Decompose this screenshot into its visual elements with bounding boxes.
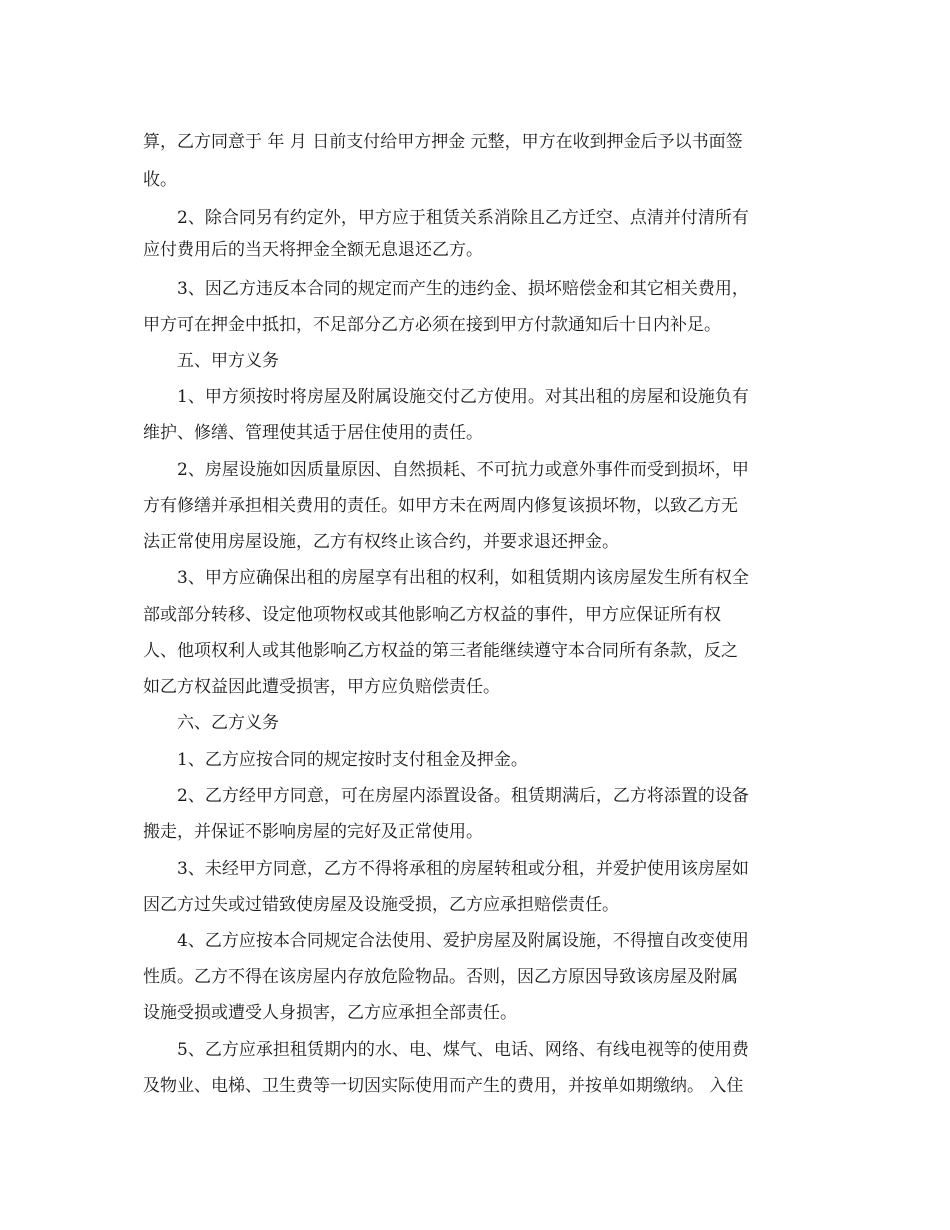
- text-line: 2、房屋设施如因质量原因、自然损耗、不可抗力或意外事件而受到损坏，甲: [177, 460, 749, 480]
- text-line: 5、乙方应承担租赁期内的水、电、煤气、电话、网络、有线电视等的使用费: [177, 1040, 749, 1060]
- text-line: 及物业、电梯、卫生费等一切因实际使用而产生的费用，并按单如期缴纳。 入住: [143, 1076, 744, 1096]
- text-line: 1、甲方须按时将房屋及附属设施交付乙方使用。对其出租的房屋和设施负有: [177, 387, 749, 407]
- text-line: 4、乙方应按本合同规定合法使用、爱护房屋及附属设施，不得擅自改变使用: [177, 931, 749, 951]
- text-line: 2、乙方经甲方同意，可在房屋内添置设备。租赁期满后，乙方将添置的设备: [177, 786, 749, 806]
- text-line: 搬走，并保证不影响房屋的完好及正常使用。: [143, 822, 483, 842]
- text-line: 3、未经甲方同意，乙方不得将承租的房屋转租或分租，并爱护使用该房屋如: [177, 859, 749, 879]
- section-heading: 五、甲方义务: [177, 351, 279, 371]
- text-line: 方有修缮并承担相关费用的责任。如甲方未在两周内修复该损坏物，以致乙方无: [143, 496, 738, 516]
- text-line: 因乙方过失或过错致使房屋及设施受损，乙方应承担赔偿责任。: [143, 895, 619, 915]
- text-line: 部或部分转移、设定他项物权或其他影响乙方权益的事件，甲方应保证所有权: [143, 605, 721, 625]
- text-line: 如乙方权益因此遭受损害，甲方应负赔偿责任。: [143, 677, 500, 697]
- text-line: 1、乙方应按合同的规定按时支付租金及押金。: [177, 750, 528, 770]
- text-line: 3、甲方应确保出租的房屋享有出租的权利，如租赁期内该房屋发生所有权全: [177, 568, 749, 588]
- text-line: 法正常使用房屋设施，乙方有权终止该合约，并要求退还押金。: [143, 532, 619, 552]
- text-line: 2、除合同另有约定外，甲方应于租赁关系消除且乙方迁空、点清并付清所有: [177, 208, 749, 228]
- text-line: 维护、修缮、管理使其适于居住使用的责任。: [143, 423, 483, 443]
- text-line: 3、因乙方违反本合同的规定而产生的违约金、损坏赔偿金和其它相关费用，: [177, 279, 749, 299]
- text-line: 应付费用后的当天将押金全额无息退还乙方。: [143, 240, 483, 260]
- text-line: 收。: [143, 170, 177, 190]
- text-line: 算，乙方同意于 年 月 日前支付给甲方押金 元整，甲方在收到押金后予以书面签: [143, 132, 743, 152]
- section-heading: 六、乙方义务: [177, 713, 279, 733]
- text-line: 甲方可在押金中抵扣，不足部分乙方必须在接到甲方付款通知后十日内补足。: [143, 315, 721, 335]
- text-line: 人、他项权利人或其他影响乙方权益的第三者能继续遵守本合同所有条款，反之: [143, 641, 738, 661]
- text-line: 设施受损或遭受人身损害，乙方应承担全部责任。: [143, 1003, 517, 1023]
- text-line: 性质。乙方不得在该房屋内存放危险物品。否则，因乙方原因导致该房屋及附属: [143, 967, 738, 987]
